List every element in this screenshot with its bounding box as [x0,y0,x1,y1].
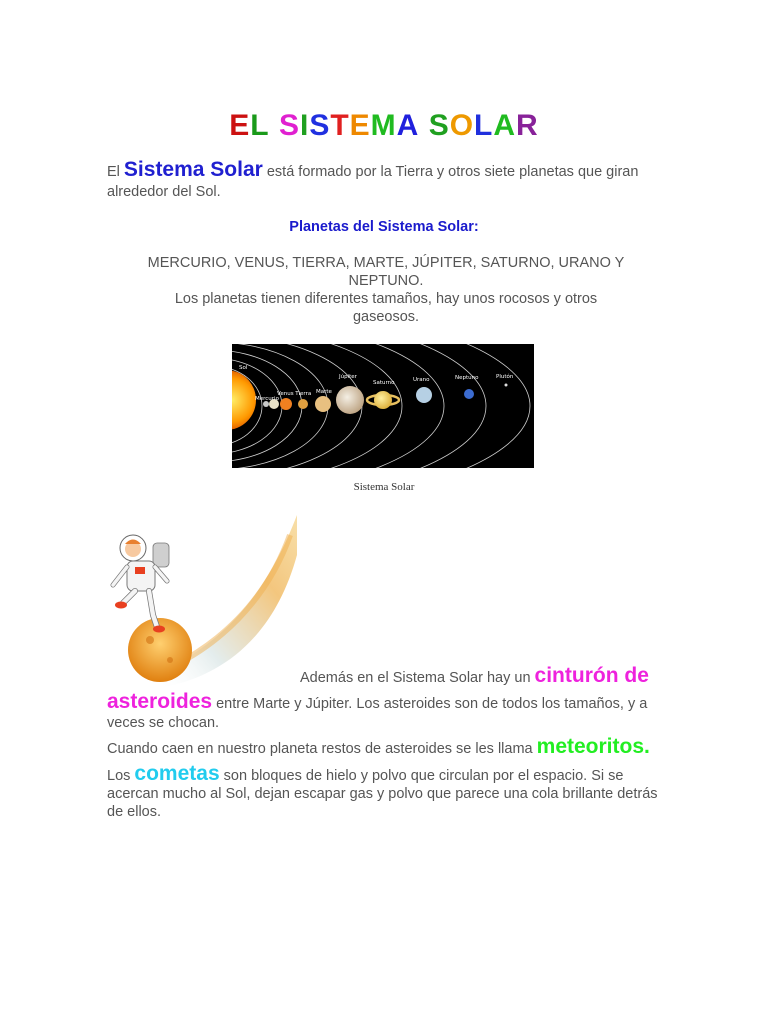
comets-highlight: cometas [134,762,220,785]
neptune-icon [464,389,474,399]
label-pluton: Plutón [496,374,514,380]
title-letter: I [299,109,310,142]
label-jupiter: Júpiter [339,374,357,380]
label-venus-tierra: Venus Tierra [277,391,312,397]
mars-alt-icon [315,396,331,412]
uranus-icon [416,387,432,403]
asteroids-paragraph-line2 [107,692,667,733]
page-title [0,108,768,144]
planets-block [140,254,632,326]
title-letter: S [309,109,331,142]
astronaut-comet-icon [105,515,300,690]
asteroids-highlight-1: cinturón de [534,664,649,687]
title-letter: L [250,109,270,142]
solar-system-illustration [232,344,534,468]
pluto-icon [505,384,508,387]
planets-sizes: Los planetas tienen diferentes tamaños, hay unos rocosos y otros gaseosos. [174,291,598,325]
title-letter: S [278,109,300,142]
solar-system-image [232,344,534,468]
label-neptuno: Neptuno [455,375,479,381]
title-letter [270,108,279,144]
label-mercurio: Mercurio [255,396,279,402]
title-letter: R [516,109,539,142]
intro-lead: El [107,164,124,180]
label-sol: Sol [239,365,248,371]
title-letter: S [428,109,450,142]
intro-paragraph [107,160,667,202]
meteorites-highlight: meteoritos. [536,735,650,758]
title-letter: E [349,109,371,142]
title-letter: L [474,109,494,142]
planets-subheading: Planetas del Sistema Solar: [289,219,479,235]
title-letter: M [370,109,397,142]
earth-icon [280,398,292,410]
title-letter: O [449,109,475,142]
meteorites-lead: Cuando caen en nuestro planeta restos de asteroides se les llama [107,741,537,757]
title-letter: T [330,109,350,142]
asteroids-lead: Además en el Sistema Solar hay un [300,670,535,686]
jupiter-icon [336,386,364,414]
comets-rest: son bloques de hielo y polvo que circulan por el espacio. Si se acercan mucho al Sol, dejan escapar gas y polvo que parece una cola brillante detrás de ellos. [107,768,658,820]
intro-rest: está formado por la Tierra y otros siete planetas que giran alrededor del Sol. [107,164,639,200]
comets-lead: Los [107,768,135,784]
title-letter: A [493,109,517,142]
asteroids-paragraph-line1 [300,665,649,689]
intro-highlight: Sistema Solar [123,158,263,181]
label-urano: Urano [413,377,430,383]
meteorites-paragraph [107,736,707,760]
title-letter: A [396,109,420,142]
title-letter: E [229,109,251,142]
comets-paragraph [107,762,667,821]
planets-list: MERCURIO, VENUS, TIERRA, MARTE, JÚPITER, SATURNO, URANO Y NEPTUNO. [147,255,625,289]
asteroids-highlight-2: asteroides [107,690,213,713]
title-letter [419,108,428,144]
astronaut-illustration [105,515,300,690]
mars-icon [298,399,308,409]
asteroids-rest: entre Marte y Júpiter. Los asteroides son de todos los tamaños, y a veces se chocan. [107,696,648,731]
label-marte: Marte [316,389,332,395]
figure-caption: Sistema Solar [353,481,415,493]
label-saturno: Saturno [373,380,395,386]
